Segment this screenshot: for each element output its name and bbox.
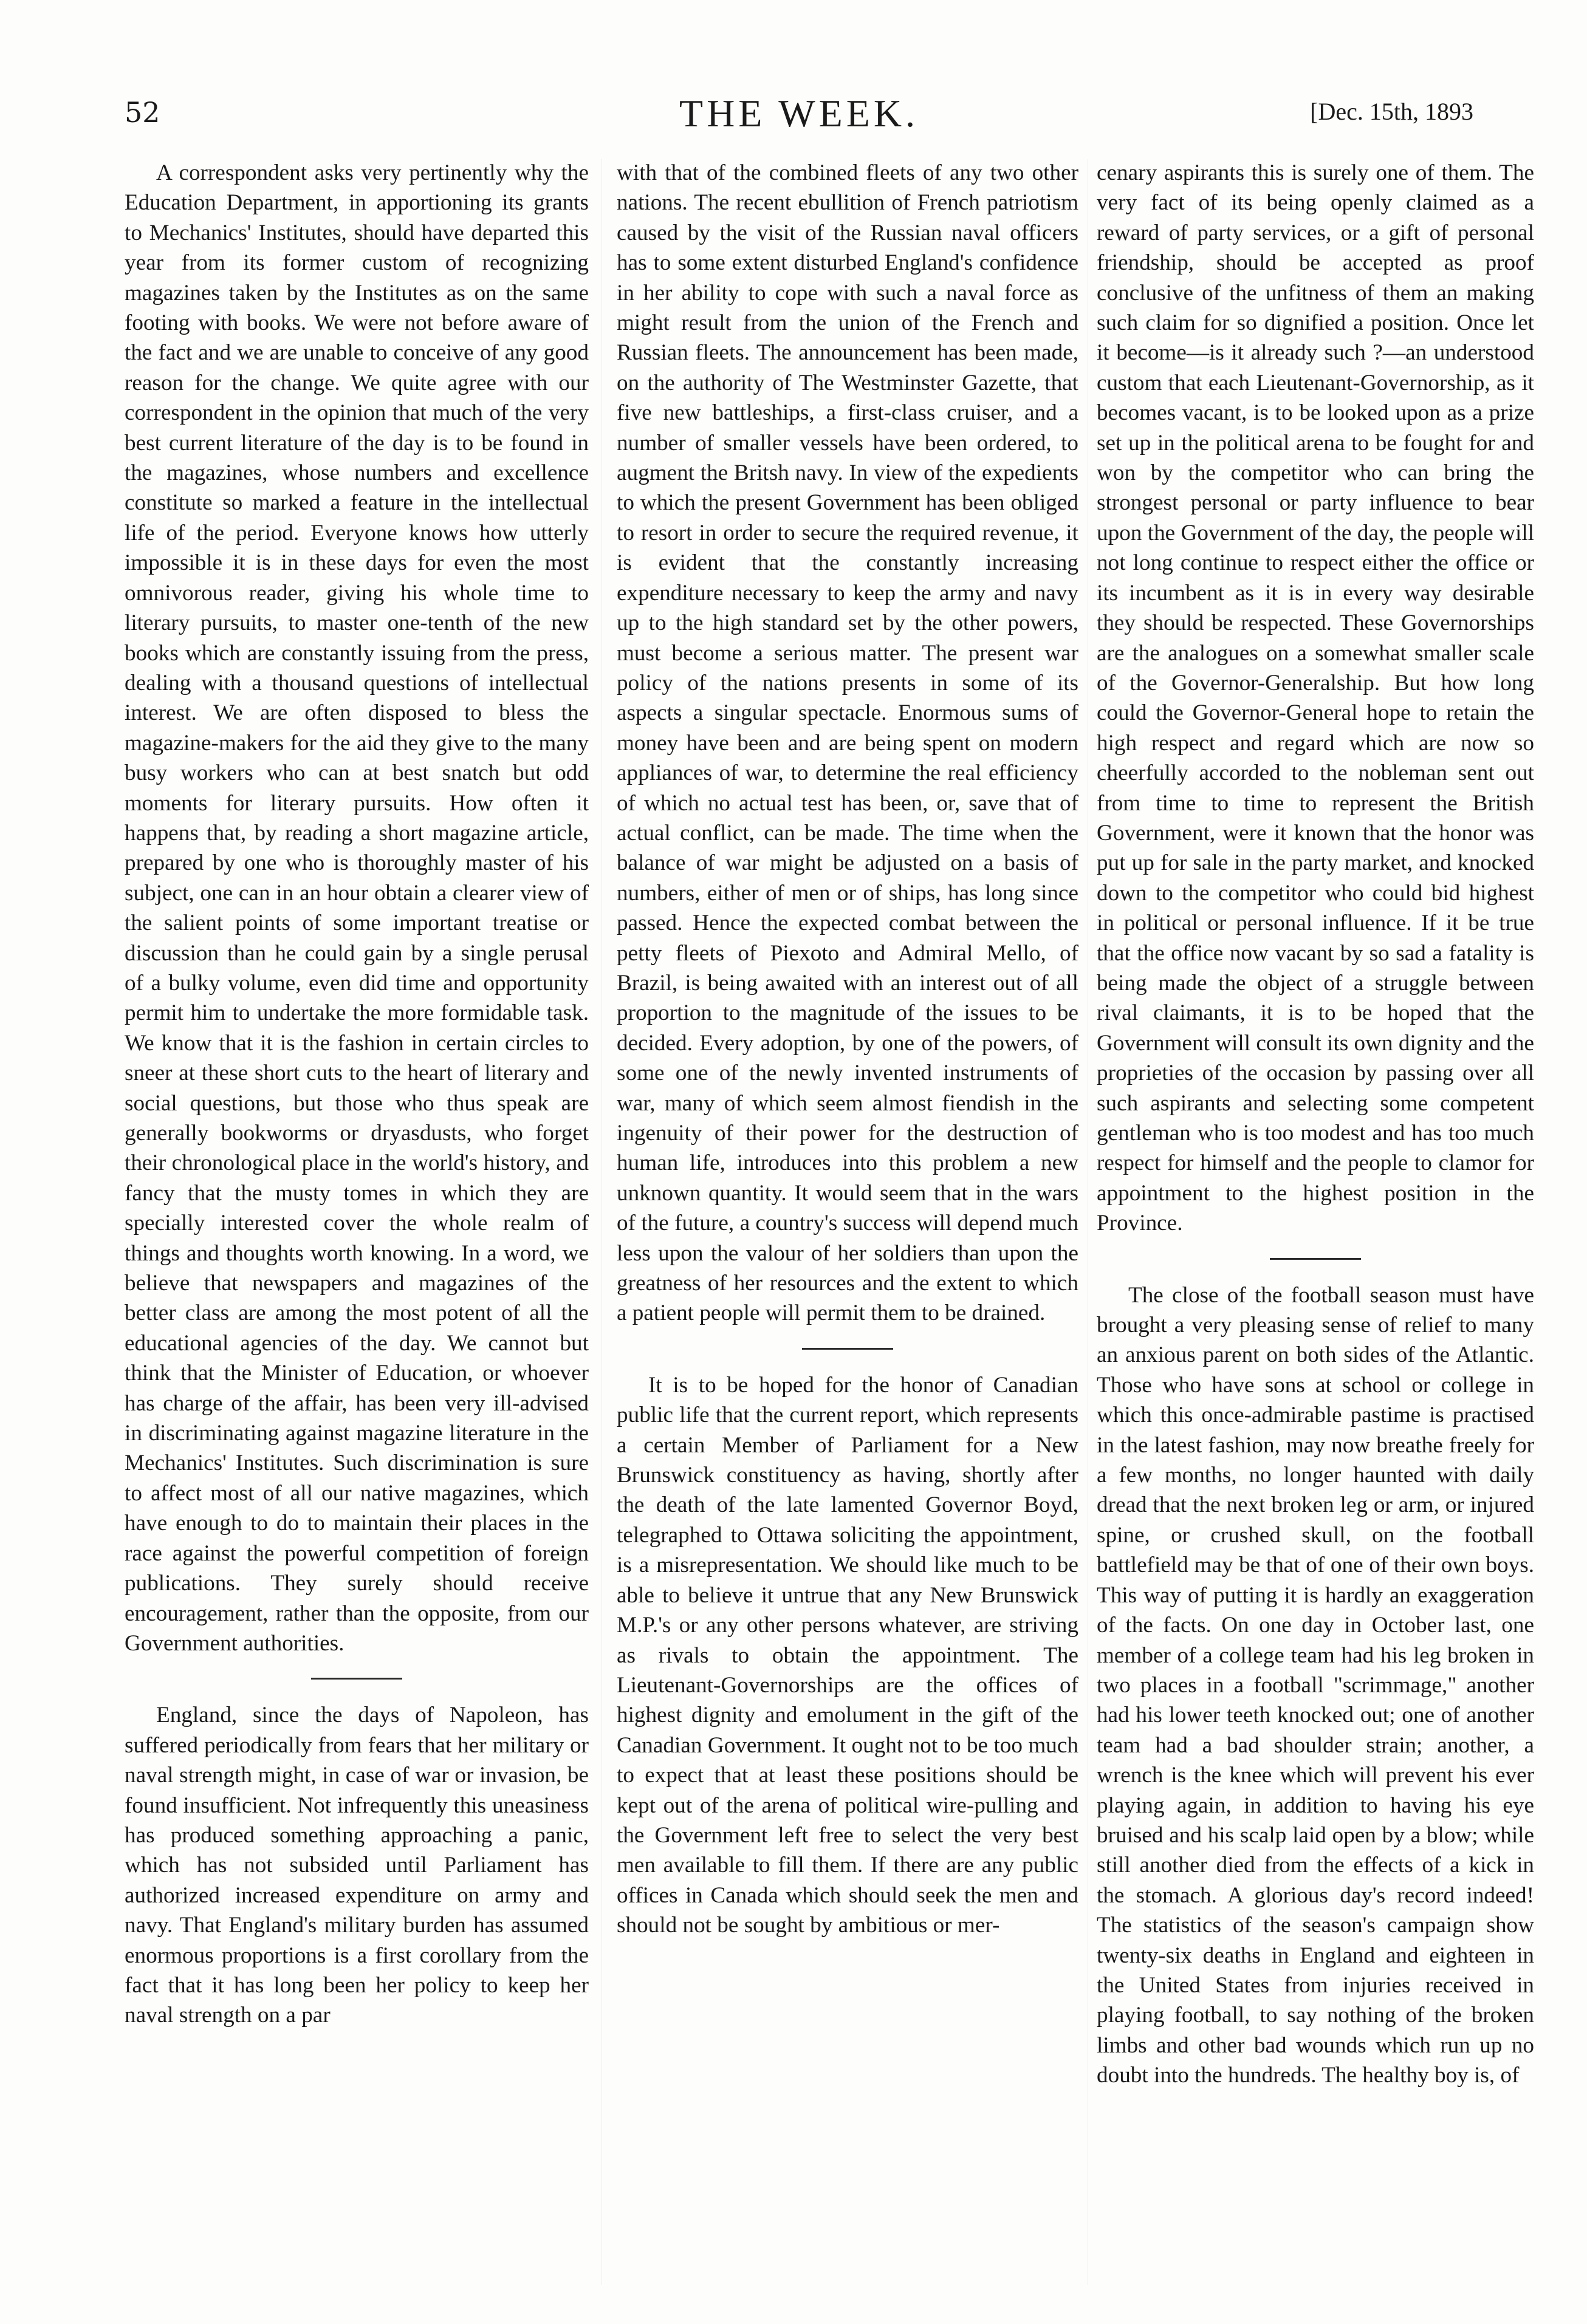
paragraph-lieutenant-governor: It is to be hoped for the honor of Canadian public life that the current report, which represents a certain Member of Parliament for a New Brunswick constituency as having, shortly after the death of the late lamented Governor Boyd, telegraphed to Ottawa soliciting the appointment, is a misrepresentation. We should like much to be able to believe it untrue that any New Brunswick M.P.'s or any other persons whatever, are striving as rivals to obtain the appointment. The Lieutenant-Governorships are the offices of highest dignity and emolument in the gift of the Canadian Government. It ought not to be too much to expect that at least these positions should be kept out of the arena of political wire-pulling and the Government left free to select the very best men available to fill them. If there are any public offices in Canada which should seek the men and should not be sought by ambitious or mer- [617, 1372, 1078, 1938]
section-rule [802, 1348, 893, 1350]
paragraph-magazines-grants: A correspondent asks very pertinently why the Education Department, in apportioning its grants to Mechanics' Institutes, should have departed this year from its former custom of recognizing magazines taken by the Institutes as on the same footing with books. We were not before aware of the fact and we are unable to conceive of any good reason for the change. We quite agree with our correspondent in the opinion that much of the very best current literature of the day is to be found in the magazines, whose numbers and excellence constitute so marked a feature in the intellectual life of the period. Everyone knows how utterly impossible it is in these days for even the most omnivorous reader, giving his whole time to literary pursuits, to master one-tenth of the new books which are constantly issuing from the press, dealing with a thousand questions of intellectual interest. We are often disposed to bless the magazine-makers for the aid they give to the many busy workers who can at best snatch but odd moments for literary pursuits. How often it happens that, by reading a short magazine article, prepared by one who is thoroughly master of his subject, one can in an hour obtain a clearer view of the salient points of some important treatise or discussion than he could gain by a single perusal of a bulky volume, even did time and opportunity permit him to undertake the more formidable task. We know that it is the fashion in certain circles to sneer at these short cuts to the heart of literary and social questions, but those who thus speak are generally bookworms or dryasdusts, who forget their chronological place in the world's history, and fancy that the musty tomes in which they are specially interested cover the whole realm of things and thoughts worth knowing. In a word, we believe that newspapers and magazines of the better class are among the most potent of all the educational agencies of the day. We cannot but think that the Minister of Education, or whoever has charge of the affair, has been very ill-advised in discriminating against magazine literature in the Mechanics' Institutes. Such discrimination is sure to affect most of all our native magazines, which have enough to do to maintain their places in the race against the powerful competition of foreign publications. They surely should receive encouragement, rather than the opposite, from our Government authorities. [125, 160, 589, 1656]
column-2 [617, 158, 1078, 1941]
column-1 [125, 158, 589, 2031]
page-number: 52 [125, 96, 160, 129]
issue-date: [Dec. 15th, 1893 [1310, 98, 1473, 125]
masthead-title: THE WEEK. [679, 92, 919, 135]
page-header [125, 91, 1473, 152]
section-rule [1270, 1258, 1361, 1260]
paragraph-naval-fleets: with that of the combined fleets of any two other nations. The recent ebullition of French patriotism caused by the visit of the Russian naval officers has to some extent disturbed England's confidence in her ability to cope with such a naval force as might result from the union of the French and Russian fleets. The announcement has been made, on the authority of The Westminster Gazette, that five new battleships, a first-class cruiser, and a number of smaller vessels have been ordered, to augment the Britsh navy. In view of the expedients to which the present Government has been obliged to resort in order to secure the required revenue, it is evident that the constantly increasing expenditure necessary to keep the army and navy up to the high standard set by the other powers, must become a serious matter. The present war policy of the nations presents in some of its aspects a singular spectacle. Enormous sums of money have been and are being spent on modern appliances of war, to determine the real efficiency of which no actual test has been, or, save that of actual conflict, can be made. The time when the balance of war might be adjusted on a basis of numbers, either of men or of ships, has long since passed. Hence the expected combat between the petty fleets of Piexoto and Admiral Mello, of Brazil, is being awaited with an interest out of all proportion to the magnitude of the issues to be decided. Every adoption, by one of the powers, of some one of the newly invented instruments of war, many of which seem almost fiendish in the ingenuity of their power for the destruction of human life, introduces into this problem a new unknown quantity. It would seem that in the wars of the future, a country's success will depend much less upon the valour of her soldiers than upon the greatness of her resources and the extent to which a patient people will permit them to be drained. [617, 160, 1078, 1326]
column-3 [1097, 158, 1534, 2091]
paragraph-football-season: The close of the football season must have brought a very pleasing sense of relief to many an anxious parent on both sides of the Atlantic. Those who have sons at school or college in which this once-admirable pastime is practised in the latest fashion, may now breathe freely for a few months, no longer haunted with daily dread that the next broken leg or arm, or injured spine, or crushed skull, on the football battlefield may be that of one of their own boys. This way of putting it is hardly an exaggeration of the facts. On one day in October last, one member of a college team had his leg broken in two places in a football "scrimmage," another had his lower teeth knocked out; one of another team had a bad shoulder strain; another, a wrench is the knee which will prevent his ever playing again, in addition to having his eye bruised and his scalp laid open by a blow; while still another died from the effects of a kick in the stomach. A glorious day's record indeed! The statistics of the season's campaign show twenty-six deaths in England and eighteen in the United States from injuries received in playing football, to say nothing of the broken limbs and other bad wounds which run up no doubt into the hundreds. The healthy boy is, of [1097, 1282, 1534, 2088]
paragraph-governorships: cenary aspirants this is surely one of them. The very fact of its being openly claimed as a reward of party services, or a gift of personal friendship, should be accepted as proof conclusive of the unfitness of them an making such claim for so dignified a position. Once let it become—is it already such ?—an understood custom that each Lieutenant-Governorship, as it becomes vacant, is to be looked upon as a prize set up in the political arena to be fought for and won by the competitor who can bring the strongest personal or party influence to bear upon the Government of the day, the people will not long continue to respect either the office or its incumbent as it is in every way desirable they should be respected. These Governorships are the analogues on a somewhat smaller scale of the Governor-Generalship. But how long could the Governor-General hope to retain the high respect and regard which are now so cheerfully accorded to the nobleman sent out from time to time to represent the British Government, were it known that the honor was put up for sale in the party market, and knocked down to the competitor who could bid highest in political or personal influence. If it be true that the office now vacant by so sad a fatality is being made the object of a struggle between rival claimants, it is to be hoped that the Government will consult its own dignity and the proprieties of the occasion by passing over all such aspirants and selecting some competent gentleman who is too modest and has too much respect for himself and the people to clamor for appointment to the highest position in the Province. [1097, 160, 1534, 1236]
section-rule [311, 1678, 402, 1680]
paragraph-england-military: England, since the days of Napoleon, has suffered periodically from fears that her military or naval strength might, in case of war or invasion, be found insufficient. Not infrequently this uneasiness has produced something approaching a panic, which has not subsided until Parliament has authorized increased expenditure on army and navy. That England's military burden has assumed enormous proportions is a first corollary from the fact that it has long been her policy to keep her naval strength on a par [125, 1703, 589, 2028]
